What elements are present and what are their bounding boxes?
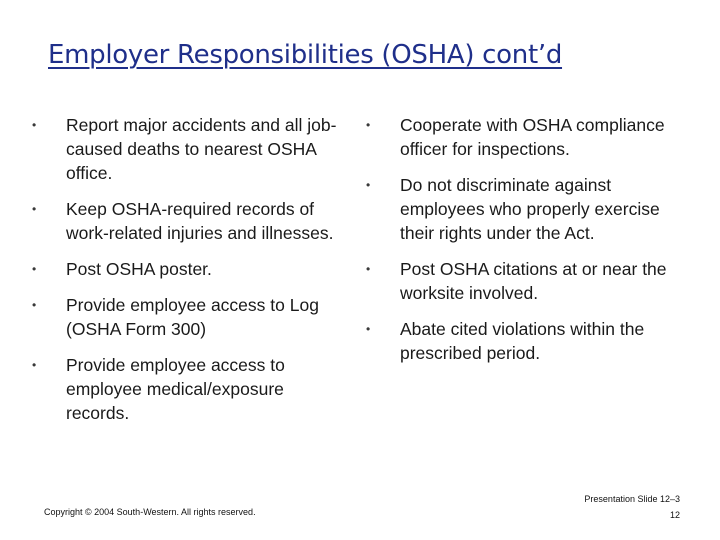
- bullet-item: [366, 173, 676, 245]
- page-number: 12: [669, 510, 680, 520]
- bullet-dot-icon: •: [366, 262, 371, 276]
- bullet-dot-icon: •: [32, 358, 37, 372]
- bullet-text: Report major accidents and all job-caused deaths to nearest OSHA office.: [66, 115, 337, 183]
- bullet-text: Post OSHA poster.: [66, 259, 212, 279]
- bullet-item: [32, 113, 350, 185]
- slide-title: Employer Responsibilities (OSHA) cont’d: [48, 40, 563, 70]
- bullet-item: [32, 353, 350, 425]
- bullet-text: Do not discriminate against employees who properly exercise their rights under the Act.: [400, 175, 660, 243]
- bullet-text: Provide employee access to Log (OSHA Form 300): [66, 295, 319, 339]
- bullet-dot-icon: •: [32, 298, 37, 312]
- bullet-item: [366, 317, 676, 365]
- left-bullet-list: [32, 113, 350, 437]
- bullet-item: [366, 113, 676, 161]
- bullet-dot-icon: •: [32, 202, 37, 216]
- bullet-dot-icon: •: [366, 178, 371, 192]
- bullet-text: Post OSHA citations at or near the worksite involved.: [400, 259, 667, 303]
- slide-footer: [584, 491, 680, 523]
- bullet-text: Cooperate with OSHA compliance officer for inspections.: [400, 115, 665, 159]
- copyright-notice: Copyright © 2004 South-Western. All rights reserved.: [44, 507, 256, 517]
- bullet-dot-icon: •: [32, 262, 37, 276]
- slide-label: Presentation Slide 12–3: [584, 494, 680, 504]
- bullet-dot-icon: •: [366, 322, 371, 336]
- bullet-text: Keep OSHA-required records of work-related injuries and illnesses.: [66, 199, 334, 243]
- bullet-dot-icon: •: [32, 118, 37, 132]
- bullet-text: Abate cited violations within the prescribed period.: [400, 319, 645, 363]
- bullet-dot-icon: •: [366, 118, 371, 132]
- right-bullet-list: [366, 113, 676, 377]
- bullet-item: [32, 257, 350, 281]
- bullet-item: [32, 197, 350, 245]
- bullet-item: [32, 293, 350, 341]
- bullet-item: [366, 257, 676, 305]
- bullet-text: Provide employee access to employee medical/exposure records.: [66, 355, 285, 423]
